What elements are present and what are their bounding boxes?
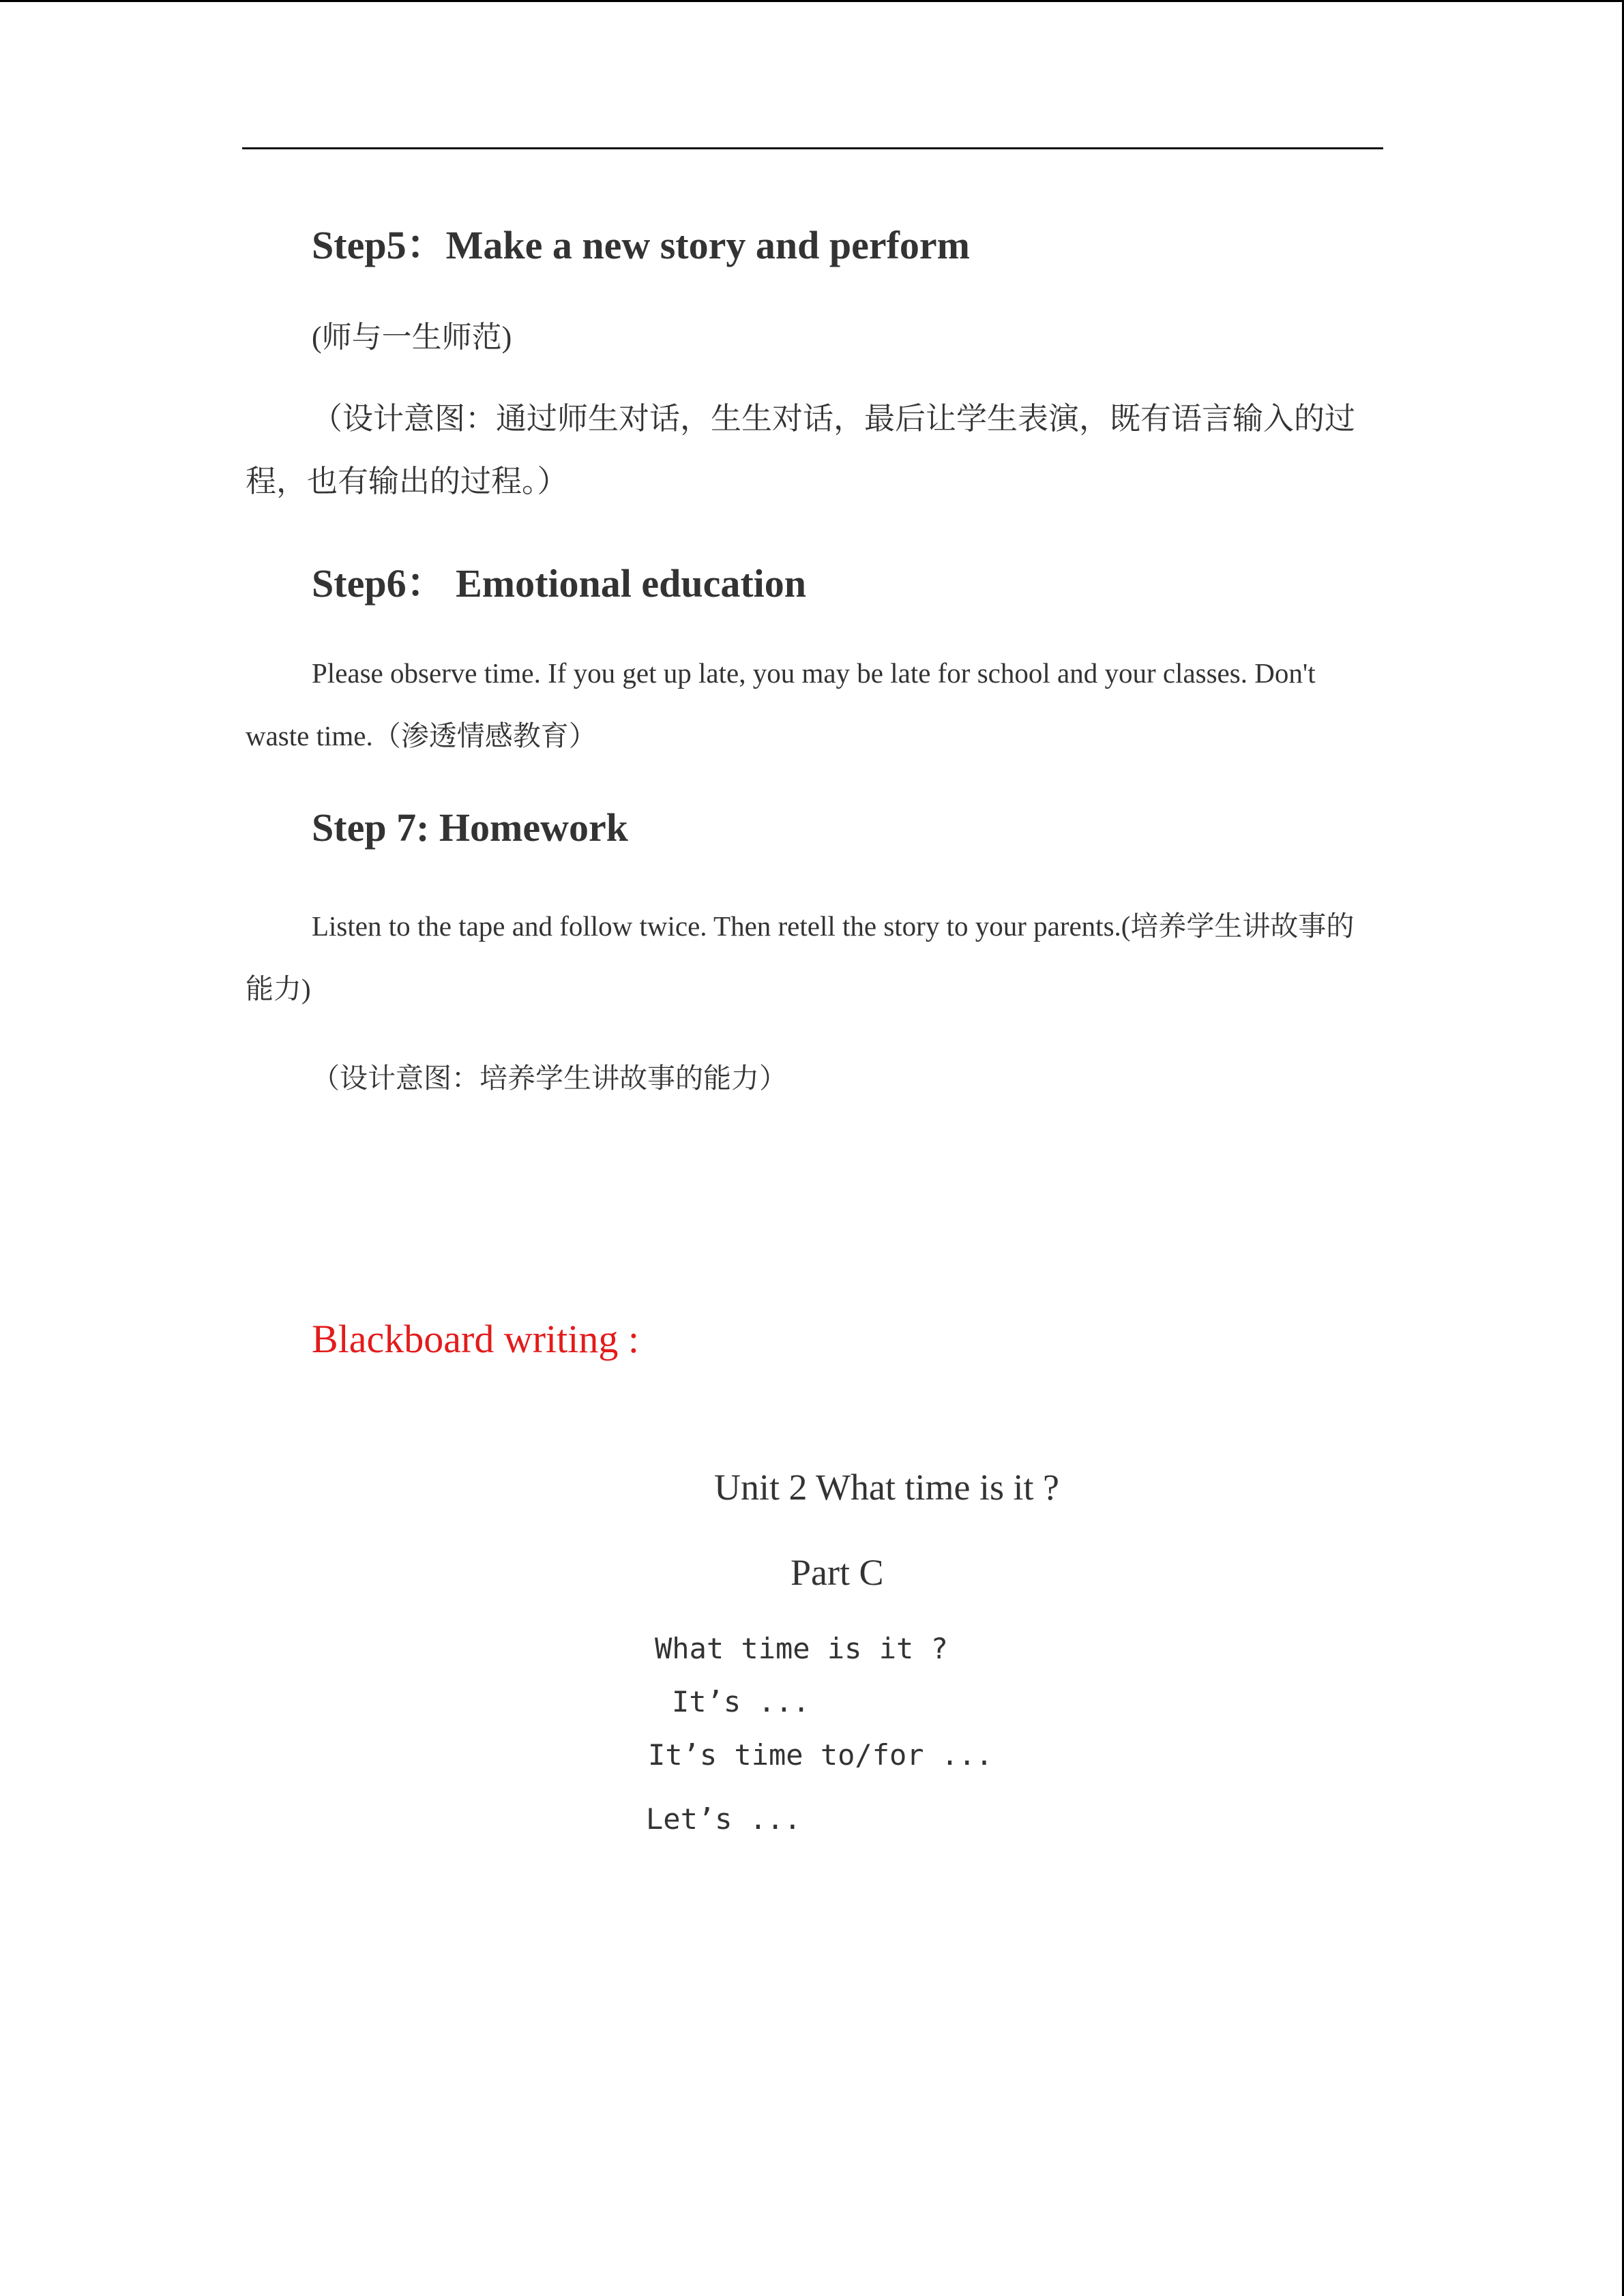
blackboard-line: What time is it ? [655, 1632, 948, 1665]
blackboard-line: It’s ... [672, 1685, 810, 1718]
blackboard-line: It’s time to/for ... [648, 1738, 993, 1772]
step7-design-intent: （设计意图：培养学生讲故事的能力） [312, 1062, 787, 1094]
step5-design-intent: （设计意图：通过师生对话，生生对话，最后让学生表演，既有语言输入的过程，也有输出的过程。） [246, 402, 1356, 498]
page-border-top [0, 0, 1624, 2]
step6-heading: Step6： Emotional education [312, 561, 807, 606]
step5-note: (师与一生师范) [312, 320, 512, 354]
blackboard-part: Part C [791, 1552, 884, 1593]
step7-text: Listen to the tape and follow twice. Then retell the story to your parents.(培养学生讲故事的能力) [246, 910, 1355, 1004]
blackboard-title: Unit 2 What time is it ? [714, 1467, 1059, 1508]
blackboard-line: Let’s ... [646, 1802, 801, 1836]
header-rule [242, 147, 1383, 149]
step7-heading: Step 7: Homework [312, 805, 628, 850]
step5-heading: Step5：Make a new story and perform [312, 223, 970, 267]
step6-text: Please observe time. If you get up late, you may be late for school and your classes. Don't waste time.（渗透情感教育） [246, 657, 1316, 751]
blackboard-label: Blackboard writing : [312, 1317, 640, 1361]
